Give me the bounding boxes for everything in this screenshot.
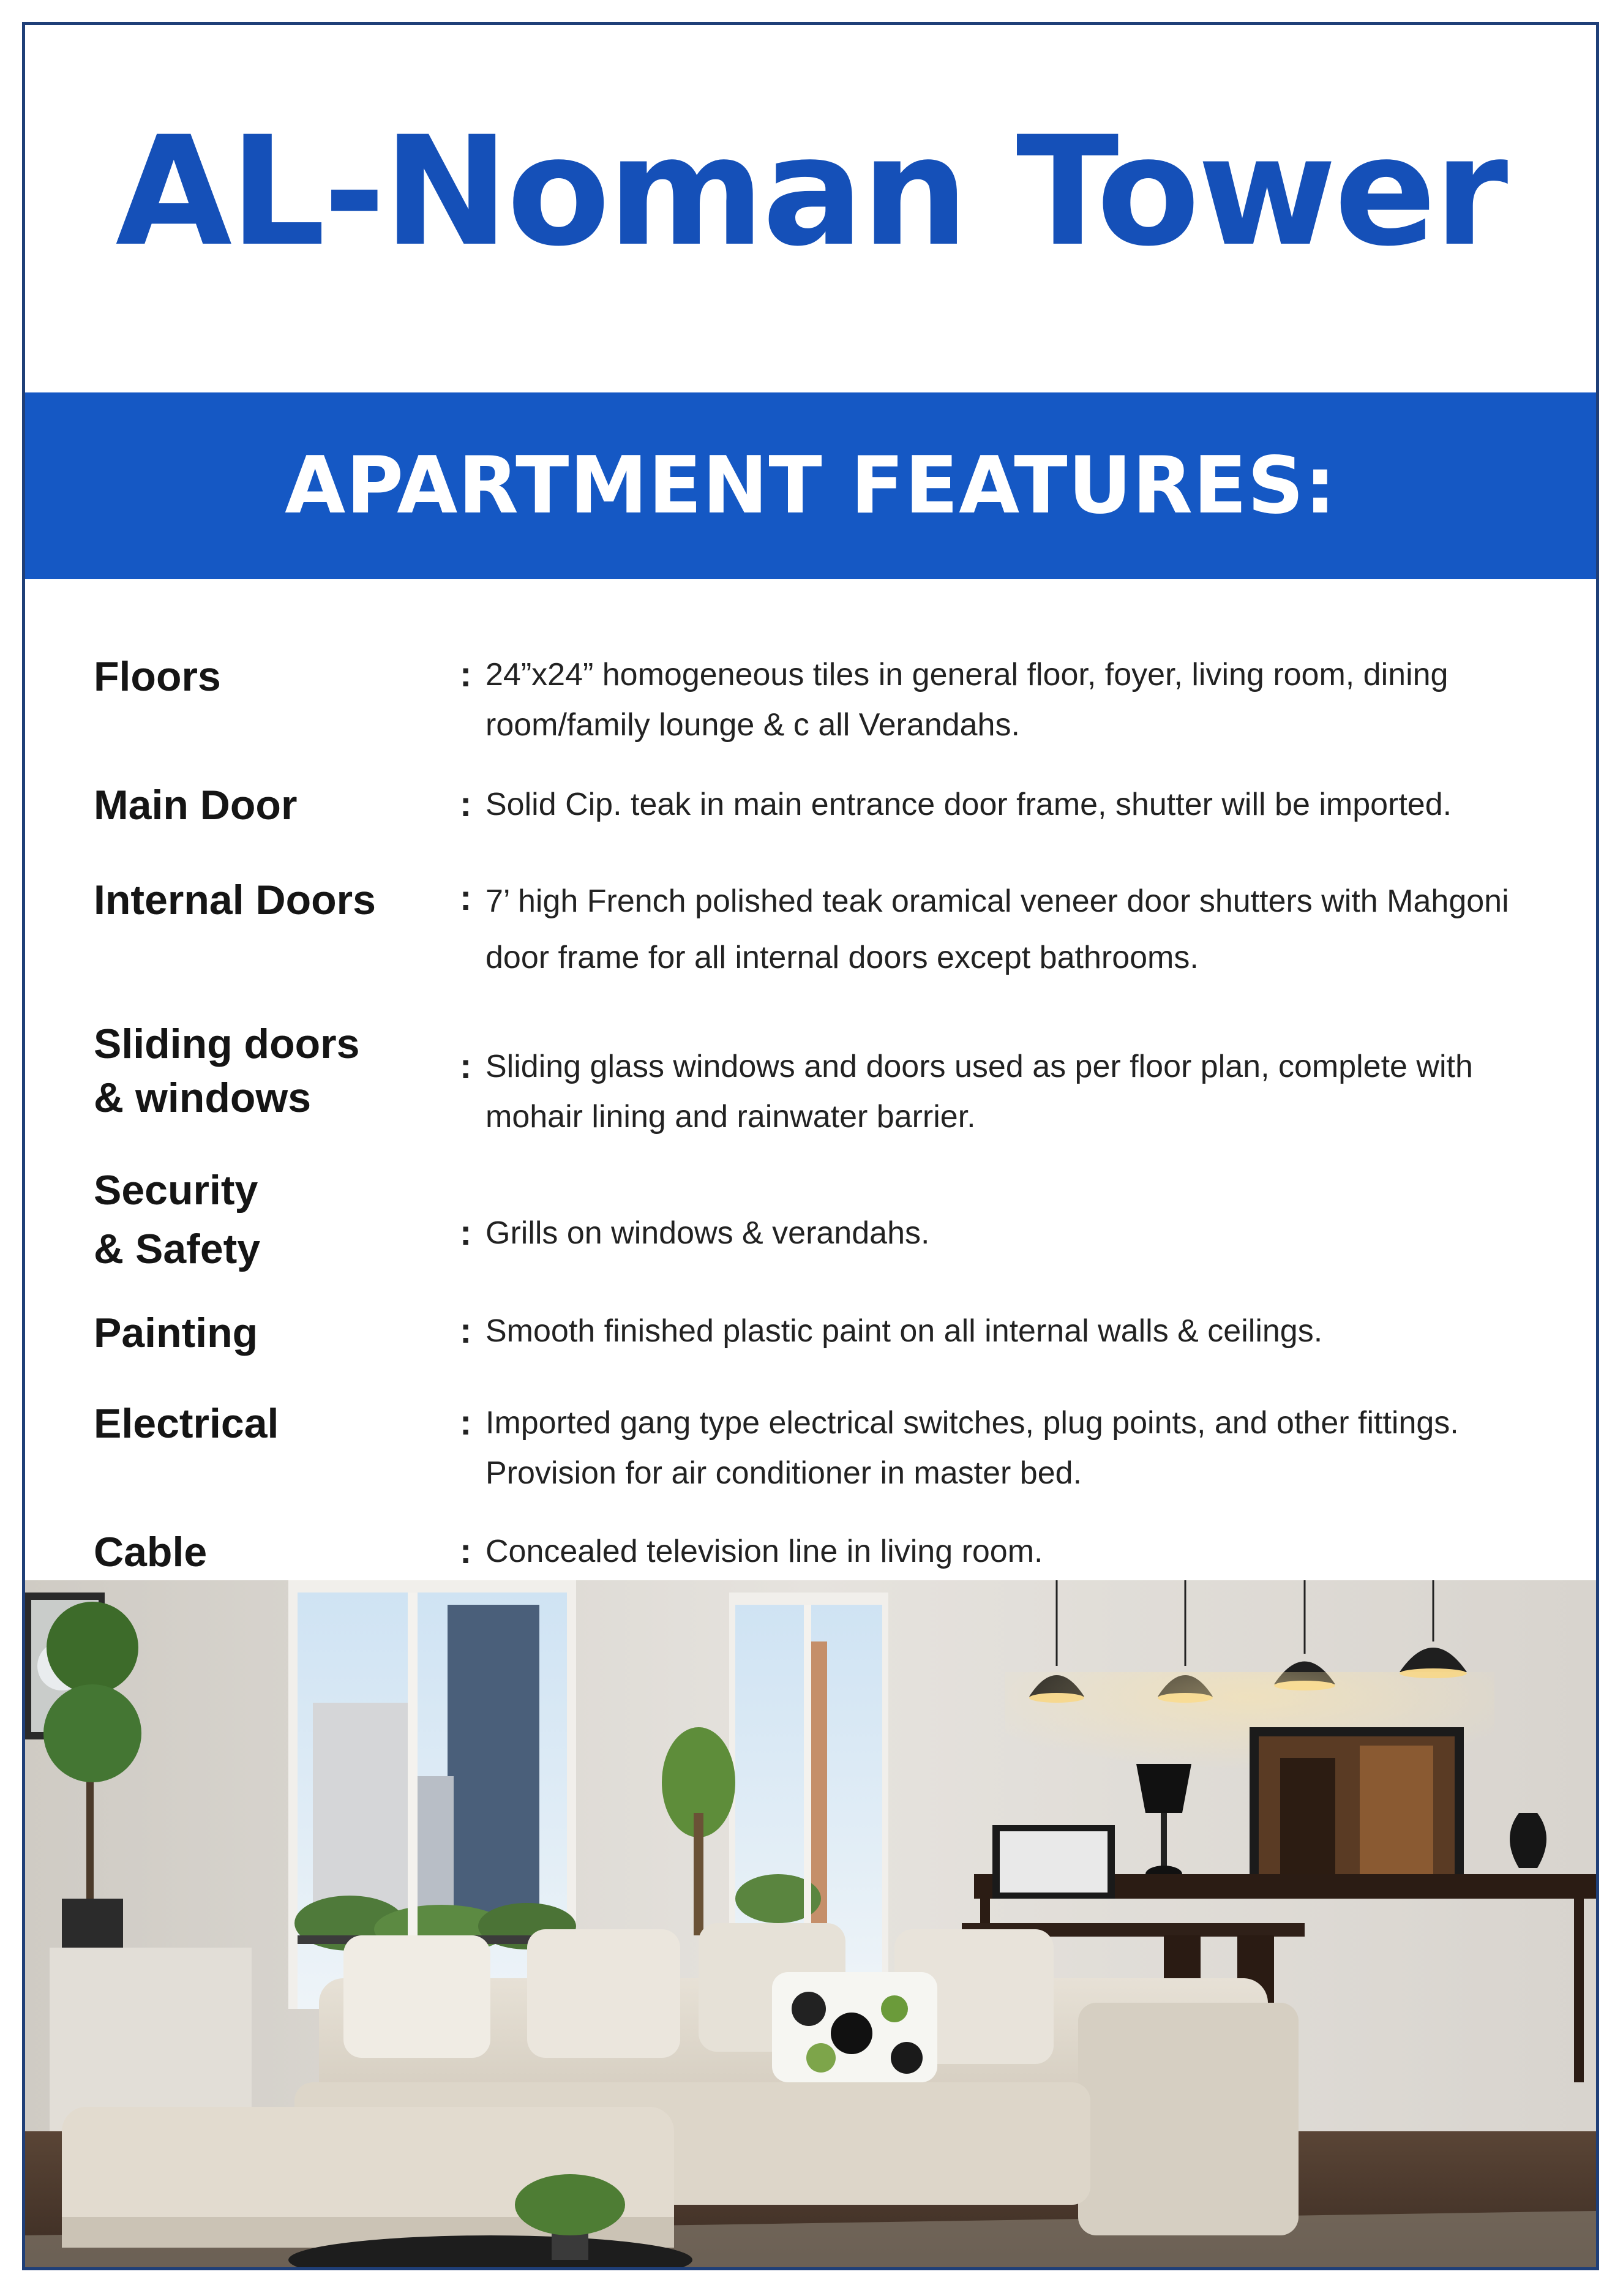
feature-label: Sliding doors & windows bbox=[94, 1021, 360, 1121]
feature-label: Security & Safety bbox=[94, 1167, 261, 1272]
feature-description: Sliding glass windows and doors used as per floor plan, complete with mohair lining and rainwater barrier. bbox=[485, 1049, 1473, 1135]
feature-label: Internal Doors bbox=[94, 877, 376, 923]
page-title: AL-Noman Tower bbox=[115, 105, 1506, 280]
banner-heading: APARTMENT FEATURES: bbox=[285, 440, 1336, 531]
separator-colon: : bbox=[460, 1311, 472, 1351]
separator-colon: : bbox=[460, 1531, 472, 1571]
separator-colon: : bbox=[460, 1213, 472, 1253]
separator-colon: : bbox=[460, 1403, 472, 1443]
feature-label: Painting bbox=[94, 1310, 258, 1356]
feature-label: Floors bbox=[94, 653, 221, 700]
patterned-cushion bbox=[772, 1972, 937, 2082]
section-banner bbox=[25, 392, 1596, 579]
living-room-photo bbox=[25, 1580, 1596, 2270]
separator-colon: : bbox=[460, 784, 472, 824]
feature-label: Cable bbox=[94, 1529, 208, 1575]
separator-colon: : bbox=[460, 878, 472, 918]
feature-description: Concealed television line in living room. bbox=[485, 1534, 1043, 1569]
separator-colon: : bbox=[460, 1046, 472, 1086]
feature-description: 24”x24” homogeneous tiles in general floor, foyer, living room, dining room/family lounge & c all Verandahs. bbox=[485, 657, 1449, 743]
feature-description: Imported gang type electrical switches, plug points, and other fittings. Provision for air conditioner in master bed. bbox=[485, 1405, 1459, 1491]
feature-description: Grills on windows & verandahs. bbox=[485, 1215, 930, 1251]
flyer-frame bbox=[22, 22, 1599, 2270]
separator-colon: : bbox=[460, 655, 472, 694]
feature-description: 7’ high French polished teak oramical veneer door shutters with Mahgoni door frame for all internal doors except bathrooms. bbox=[485, 884, 1509, 975]
wall-painting bbox=[1250, 1727, 1464, 1899]
feature-label: Main Door bbox=[94, 782, 298, 828]
feature-description: Solid Cip. teak in main entrance door frame, shutter will be imported. bbox=[485, 787, 1452, 822]
feature-description: Smooth finished plastic paint on all internal walls & ceilings. bbox=[485, 1313, 1323, 1349]
feature-label: Electrical bbox=[94, 1400, 279, 1447]
